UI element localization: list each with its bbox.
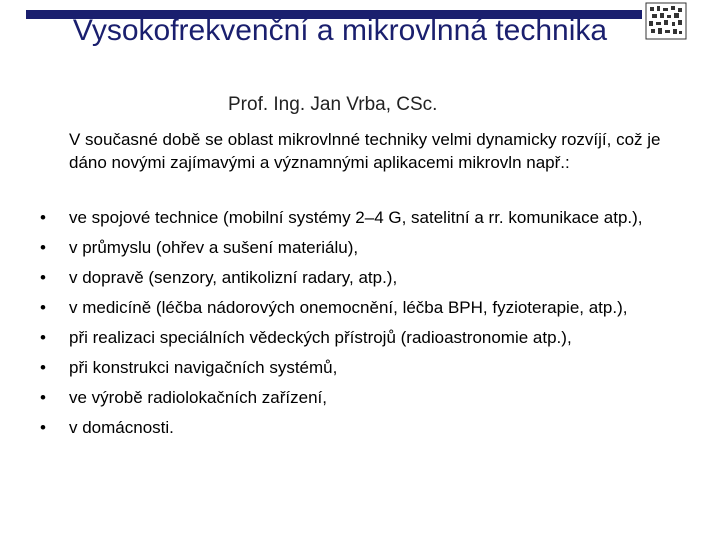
- list-item-text: ve výrobě radiolokačních zařízení,: [69, 388, 327, 407]
- bullet-icon: •: [40, 418, 46, 437]
- list-item: [40, 416, 690, 439]
- list-item-text: při konstrukci navigačních systémů,: [69, 358, 338, 377]
- page-title: Vysokofrekvenční a mikrovlnná technika: [72, 14, 608, 47]
- list-item-text: v medicíně (léčba nádorových onemocnění, léčba BPH, fyzioterapie, atp.),: [69, 298, 628, 317]
- list-item: [40, 296, 690, 319]
- list-item-text: v dopravě (senzory, antikolizní radary, atp.),: [69, 268, 398, 287]
- bullet-icon: •: [40, 208, 46, 227]
- list-item: [40, 356, 690, 379]
- bullet-icon: •: [40, 328, 46, 347]
- bullet-icon: •: [40, 388, 46, 407]
- intro-paragraph: V současné době se oblast mikrovlnné techniky velmi dynamicky rozvíjí, což je dáno novými zajímavými a významnými aplikacemi mikrovln např.:: [69, 130, 661, 173]
- list-item-text: v průmyslu (ohřev a sušení materiálu),: [69, 238, 359, 257]
- bullet-list: [40, 206, 690, 446]
- list-item: [40, 386, 690, 409]
- bullet-icon: •: [40, 298, 46, 317]
- bullet-icon: •: [40, 238, 46, 257]
- bullet-icon: •: [40, 268, 46, 287]
- university-logo-icon: [645, 2, 687, 40]
- list-item: [40, 326, 690, 349]
- list-item-text: v domácnosti.: [69, 418, 174, 437]
- list-item-text: při realizaci speciálních vědeckých přístrojů (radioastronomie atp.),: [69, 328, 572, 347]
- bullet-icon: •: [40, 358, 46, 377]
- list-item: [40, 266, 690, 289]
- list-item-text: ve spojové technice (mobilní systémy 2–4 G, satelitní a rr. komunikace atp.),: [69, 208, 643, 227]
- list-item: [40, 206, 690, 229]
- subtitle: Prof. Ing. Jan Vrba, CSc.: [228, 94, 438, 115]
- list-item: [40, 236, 690, 259]
